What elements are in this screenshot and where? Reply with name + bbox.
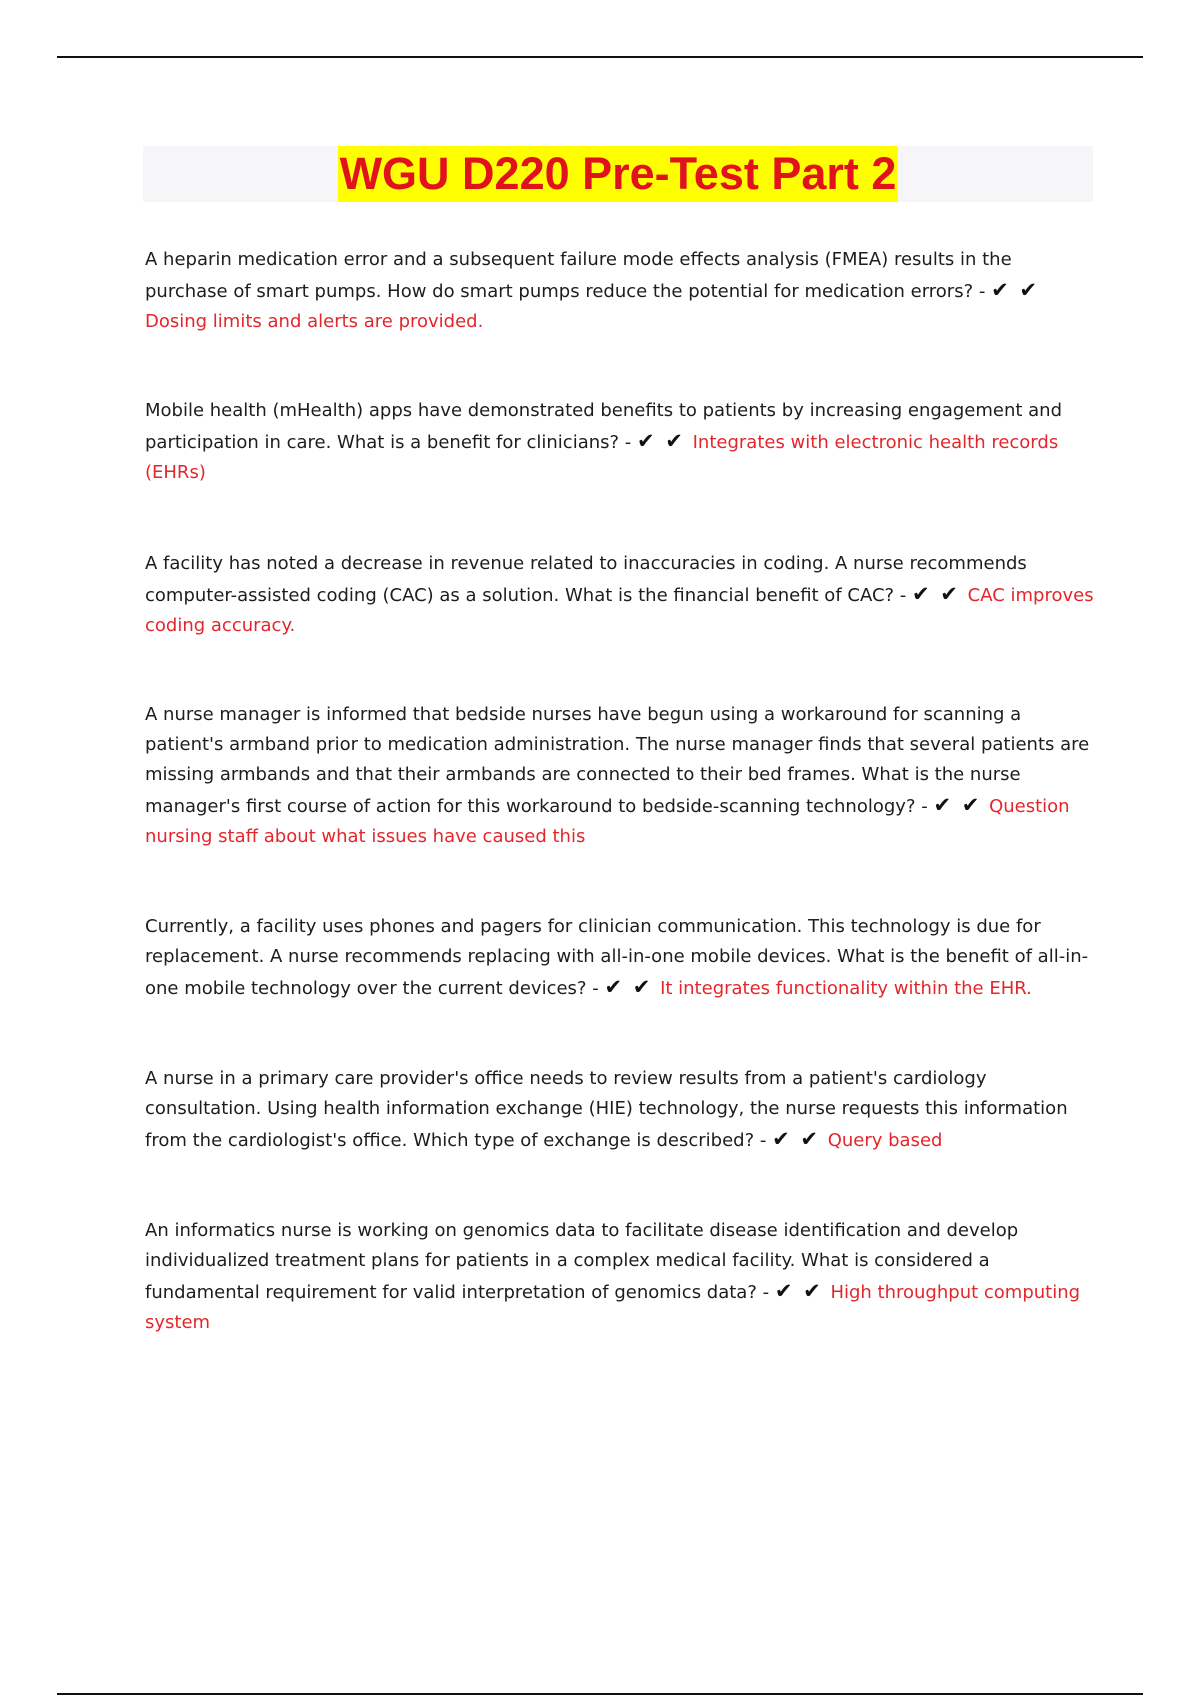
bottom-rule — [57, 1693, 1143, 1695]
check-marks-icon: ✔ ✔ — [637, 429, 685, 453]
answer-text: High throughput computing system — [145, 1282, 1081, 1333]
check-marks-icon: ✔ ✔ — [772, 1127, 820, 1151]
qa-item — [145, 245, 1095, 337]
answer-text: Dosing limits and alerts are provided. — [145, 311, 484, 332]
question-text: Currently, a facility uses phones and pagers for clinician communication. This technology is due for replacement. A nurse recommends replacing with all-in-one mobile devices. What is the benefit of all-in-one mobile technology over the current devices? - — [145, 916, 1089, 999]
qa-item — [145, 1064, 1095, 1156]
check-marks-icon: ✔ ✔ — [991, 278, 1039, 302]
answer-text: CAC improves coding accuracy. — [145, 585, 1094, 636]
title-band — [143, 146, 1093, 202]
question-text: A facility has noted a decrease in revenue related to inaccuracies in coding. A nurse recommends computer-assisted coding (CAC) as a solution. What is the financial benefit of CAC? - — [145, 553, 1027, 606]
question-text: Mobile health (mHealth) apps have demonstrated benefits to patients by increasing engagement and participation in care. What is a benefit for clinicians? - — [145, 400, 1063, 453]
check-marks-icon: ✔ ✔ — [604, 975, 653, 999]
qa-item — [145, 1216, 1095, 1338]
question-text: A nurse manager is informed that bedside nurses have begun using a workaround for scanning a patient's armband prior to medication administration. The nurse manager finds that several patients are missing armbands and that their armbands are connected to their bed frames. What is the nurse manager's first course of action for this workaround to bedside-scanning technology? - — [145, 704, 1090, 817]
check-marks-icon: ✔ ✔ — [774, 1279, 823, 1303]
document-title: WGU D220 Pre-Test Part 2 — [338, 146, 899, 202]
question-text: A heparin medication error and a subsequent failure mode effects analysis (FMEA) results in the purchase of smart pumps. How do smart pumps reduce the potential for medication errors? - — [145, 249, 1012, 302]
answer-text: Query based — [827, 1130, 943, 1151]
qa-item — [145, 912, 1095, 1004]
qa-item — [145, 549, 1095, 641]
answer-text: It integrates functionality within the EHR. — [660, 978, 1032, 999]
top-rule — [57, 56, 1143, 58]
check-marks-icon: ✔ ✔ — [912, 582, 960, 606]
question-text: A nurse in a primary care provider's office needs to review results from a patient's cardiology consultation. Using health information exchange (HIE) technology, the nurse requests this information from the cardiologist's office. Which type of exchange is described? - — [145, 1068, 1068, 1151]
check-marks-icon: ✔ ✔ — [933, 793, 982, 817]
qa-item — [145, 700, 1095, 852]
qa-item — [145, 396, 1095, 488]
question-text: An informatics nurse is working on genomics data to facilitate disease identification and develop individualized treatment plans for patients in a complex medical facility. What is considered a fundamental requirement for valid interpretation of genomics data? - — [145, 1220, 1019, 1303]
answer-text: Integrates with electronic health records (EHRs) — [145, 432, 1059, 483]
answer-text: Question nursing staff about what issues have caused this — [145, 796, 1070, 847]
